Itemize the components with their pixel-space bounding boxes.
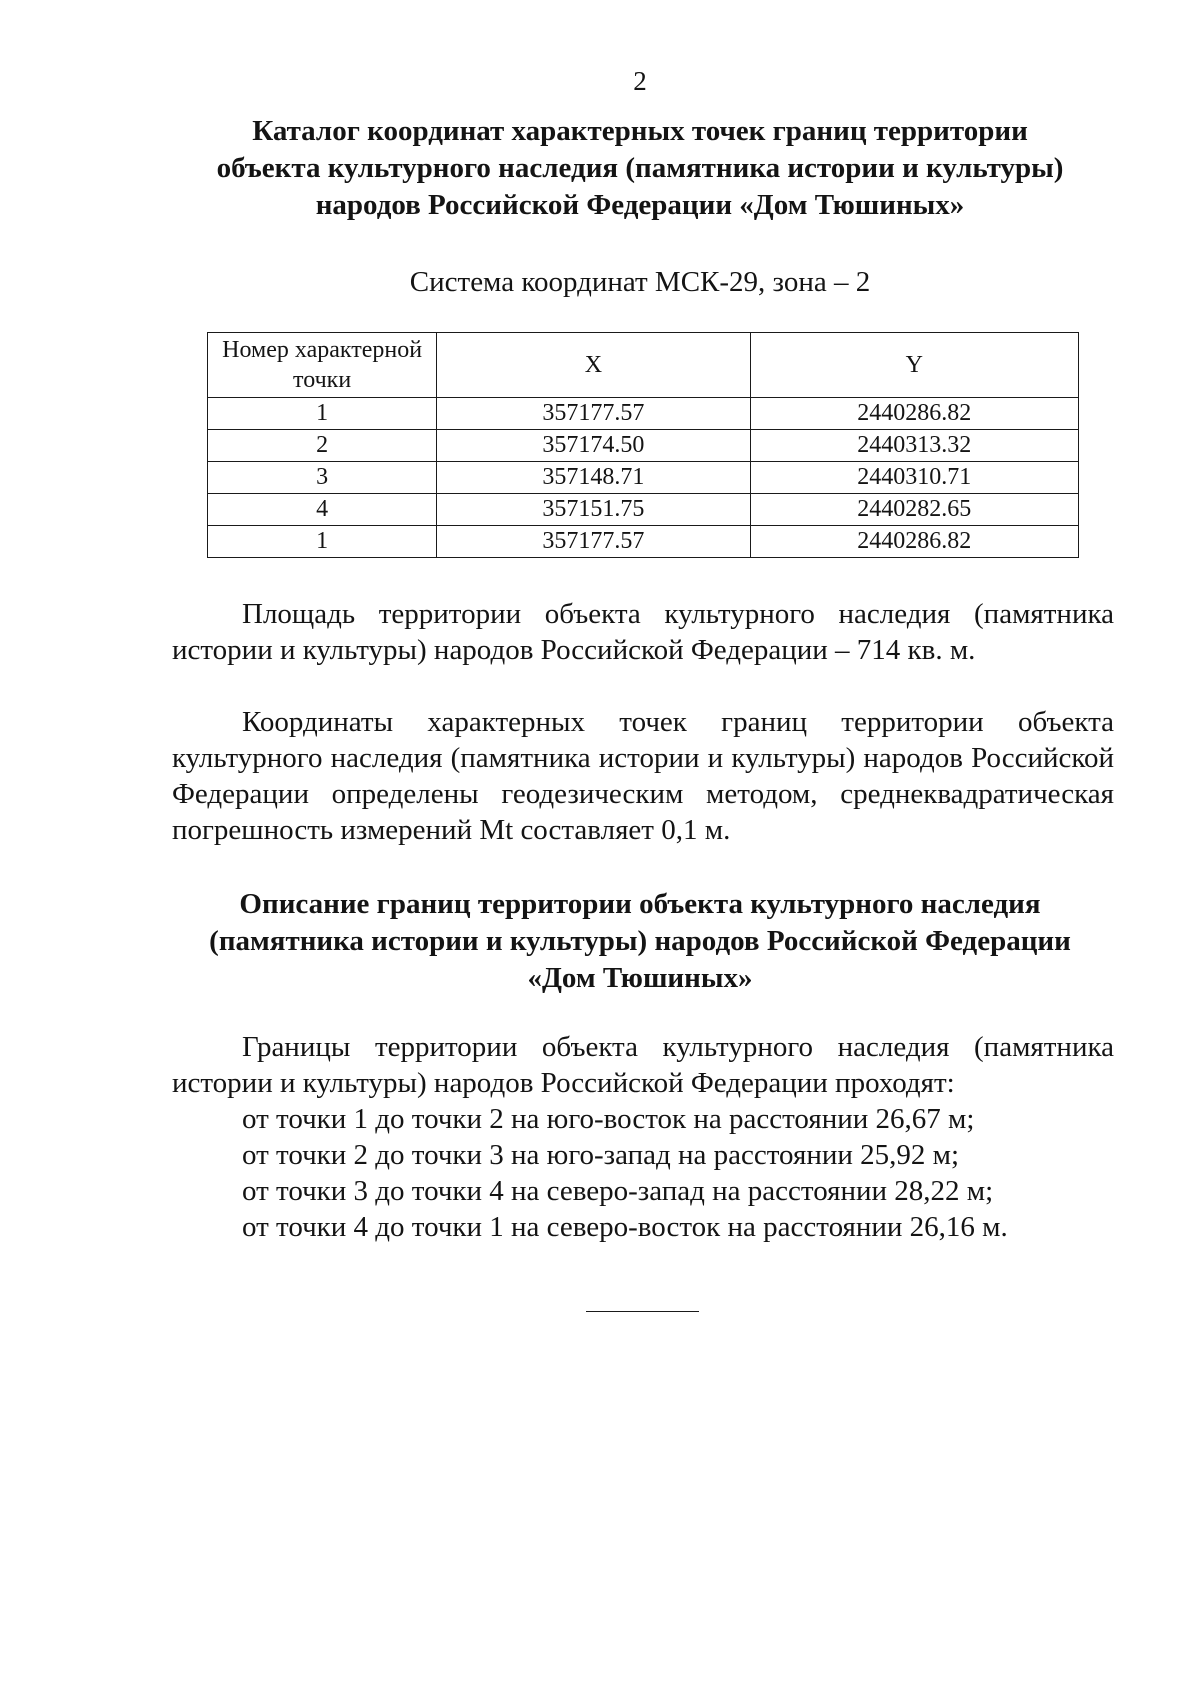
- bounds-intro-text: Границы территории объекта культурного наследия (памятника истории и культуры) народов Российской Федерации проходят:: [172, 1031, 1114, 1099]
- catalog-heading: [170, 113, 1110, 224]
- cell-x: 357177.57: [437, 526, 750, 558]
- table-header-row: [208, 333, 1079, 398]
- cell-y: 2440286.82: [750, 398, 1078, 430]
- cell-y: 2440282.65: [750, 494, 1078, 526]
- table-row: [208, 430, 1079, 462]
- description-heading-line: (памятника истории и культуры) народов Российской Федерации: [209, 925, 1071, 957]
- header-y: Y: [750, 333, 1078, 398]
- method-paragraph-text: Координаты характерных точек границ территории объекта культурного наследия (памятника истории и культуры) народов Российской Федерации определены геодезическим методом, среднеквадратическая погрешность измерений Mt составляет 0,1 м.: [172, 706, 1114, 846]
- end-divider: [586, 1311, 699, 1312]
- header-x: X: [437, 333, 750, 398]
- method-paragraph: [172, 704, 1114, 848]
- bound-segment: от точки 2 до точки 3 на юго-запад на расстоянии 25,92 м;: [242, 1139, 960, 1171]
- bound-segment: от точки 1 до точки 2 на юго-восток на расстоянии 26,67 м;: [242, 1103, 975, 1135]
- page-number: 2: [633, 66, 647, 96]
- cell-point: 3: [208, 462, 437, 494]
- cell-point: 4: [208, 494, 437, 526]
- table-row: [208, 494, 1079, 526]
- area-paragraph-text: Площадь территории объекта культурного наследия (памятника истории и культуры) народов Российской Федерации – 714 кв. м.: [172, 598, 1114, 666]
- coordinates-table: [207, 332, 1079, 558]
- bounds-intro-paragraph: [172, 1029, 1114, 1101]
- cell-y: 2440310.71: [750, 462, 1078, 494]
- cell-y: 2440286.82: [750, 526, 1078, 558]
- cell-point: 2: [208, 430, 437, 462]
- cell-x: 357174.50: [437, 430, 750, 462]
- description-heading-line: «Дом Тюшиных»: [527, 962, 753, 994]
- description-heading: [170, 886, 1110, 997]
- cell-y: 2440313.32: [750, 430, 1078, 462]
- bound-segment: от точки 4 до точки 1 на северо-восток на расстоянии 26,16 м.: [242, 1211, 1008, 1243]
- cell-x: 357151.75: [437, 494, 750, 526]
- table-row: [208, 398, 1079, 430]
- catalog-heading-line: Каталог координат характерных точек границ территории: [252, 115, 1028, 147]
- area-paragraph: [172, 596, 1114, 668]
- cell-point: 1: [208, 398, 437, 430]
- catalog-heading-line: народов Российской Федерации «Дом Тюшиных»: [315, 189, 965, 221]
- cell-x: 357148.71: [437, 462, 750, 494]
- catalog-heading-line: объекта культурного наследия (памятника истории и культуры): [216, 152, 1064, 184]
- cell-point: 1: [208, 526, 437, 558]
- cell-x: 357177.57: [437, 398, 750, 430]
- bound-segment: от точки 3 до точки 4 на северо-запад на расстоянии 28,22 м;: [242, 1175, 994, 1207]
- coordinate-system-caption: Система координат МСК-29, зона – 2: [409, 266, 871, 298]
- description-heading-line: Описание границ территории объекта культурного наследия: [239, 888, 1041, 920]
- header-point-number: Номер характерной точки: [208, 333, 437, 398]
- table-row: [208, 526, 1079, 558]
- table-row: [208, 462, 1079, 494]
